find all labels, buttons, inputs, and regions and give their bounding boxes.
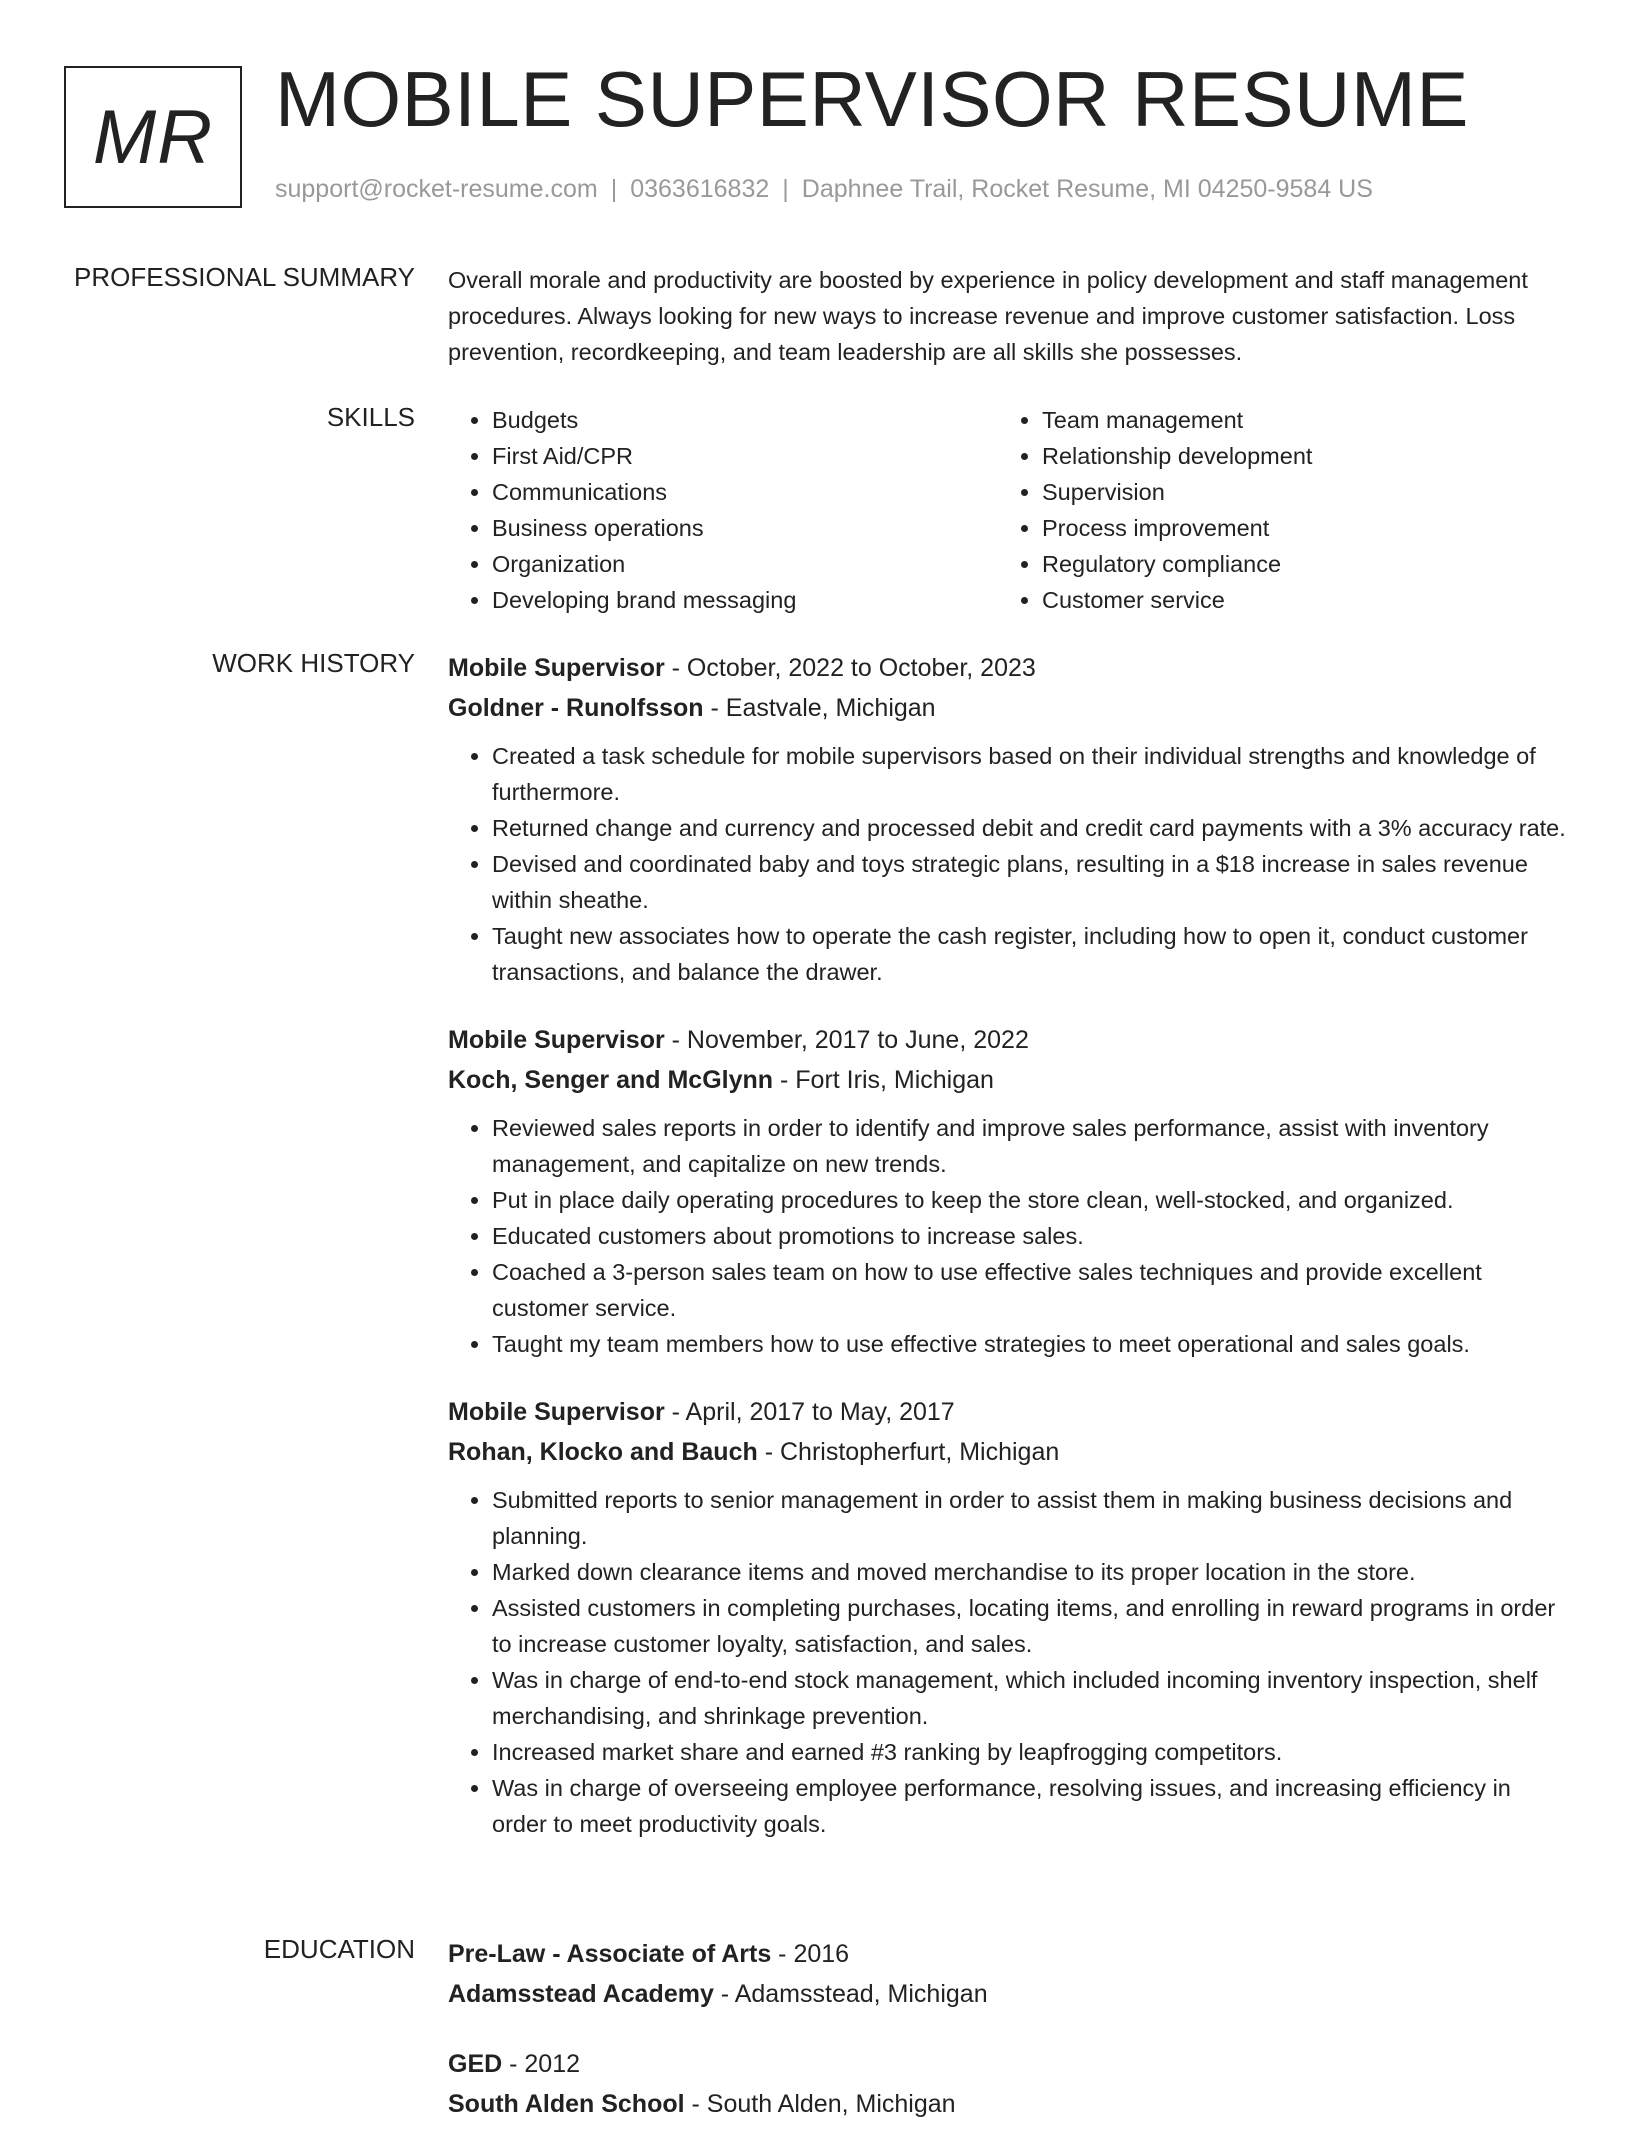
job-bullet: • Taught new associates how to operate the cash register, including how to open it, conduct customer transactions, and balance the drawer. <box>492 918 1568 990</box>
contact-email: support@rocket-resume.com <box>275 175 598 203</box>
skill-item: • Budgets <box>492 402 998 438</box>
job-bullet: • Put in place daily operating procedures to keep the store clean, well-stocked, and organized. <box>492 1182 1568 1218</box>
education-entry <box>448 2044 1568 2124</box>
education-location: - Adamsstead, Michigan <box>713 1980 988 2008</box>
skill-item: • Organization <box>492 546 998 582</box>
education-school-line <box>448 2084 1568 2124</box>
education-degree: Pre-Law - Associate of Arts <box>448 1940 772 1968</box>
job-company-line <box>448 1060 1568 1100</box>
job-bullets <box>448 1482 1568 1842</box>
education-year: - 2016 <box>771 1940 850 1968</box>
skill-item: • Business operations <box>492 510 998 546</box>
skill-item: • Regulatory compliance <box>1042 546 1548 582</box>
job-company-line <box>448 688 1568 728</box>
skill-item: • Process improvement <box>1042 510 1548 546</box>
job-bullet: • Coached a 3-person sales team on how to use effective sales techniques and provide excellent customer service. <box>492 1254 1568 1326</box>
skill-item: • Relationship development <box>1042 438 1548 474</box>
contact-phone: 0363616832 <box>630 175 770 203</box>
job-entry <box>448 1020 1568 1362</box>
skill-item: • Developing brand messaging <box>492 582 998 618</box>
job-company: Koch, Senger and McGlynn <box>448 1066 774 1094</box>
job-bullets <box>448 1110 1568 1362</box>
job-bullet: • Was in charge of overseeing employee performance, resolving issues, and increasing efficiency in order to meet productivity goals. <box>492 1770 1568 1842</box>
job-location: - Fort Iris, Michigan <box>773 1066 994 1094</box>
education-degree: GED <box>448 2050 503 2078</box>
work-history-label: WORK HISTORY <box>212 648 415 678</box>
summary-text: Overall morale and productivity are boosted by experience in policy development and staff management procedures. Always looking for new ways to increase revenue and improve customer satisfaction. Loss prevention, recordkeeping, and team leadership are all skills she possesses. <box>448 267 1528 365</box>
education-degree-line <box>448 1934 1568 1974</box>
summary-body <box>448 262 1568 370</box>
education-entry <box>448 1934 1568 2014</box>
job-bullet: • Submitted reports to senior management in order to assist them in making business decisions and planning. <box>492 1482 1568 1554</box>
job-company: Goldner - Runolfsson <box>448 694 704 722</box>
skill-item: • First Aid/CPR <box>492 438 998 474</box>
job-bullet: • Reviewed sales reports in order to identify and improve sales performance, assist with inventory management, and capitalize on new trends. <box>492 1110 1568 1182</box>
contact-separator: | <box>610 175 618 203</box>
contact-address: Daphnee Trail, Rocket Resume, MI 04250-9584 US <box>801 175 1373 203</box>
job-bullet: • Taught my team members how to use effective strategies to meet operational and sales goals. <box>492 1326 1568 1362</box>
job-company: Rohan, Klocko and Bauch <box>448 1438 758 1466</box>
job-bullet: • Increased market share and earned #3 ranking by leapfrogging competitors. <box>492 1734 1568 1770</box>
job-title: Mobile Supervisor <box>448 1398 665 1426</box>
skill-item: • Team management <box>1042 402 1548 438</box>
skills-label: SKILLS <box>326 402 415 432</box>
job-bullet: • Educated customers about promotions to increase sales. <box>492 1218 1568 1254</box>
job-title: Mobile Supervisor <box>448 654 665 682</box>
job-bullets <box>448 738 1568 990</box>
job-location: - Christopherfurt, Michigan <box>757 1438 1060 1466</box>
skill-item: • Communications <box>492 474 998 510</box>
skills-list-right <box>998 402 1548 618</box>
skill-item: • Supervision <box>1042 474 1548 510</box>
monogram-box <box>64 66 242 208</box>
job-dates: - November, 2017 to June, 2022 <box>664 1026 1029 1054</box>
work-history-body <box>448 648 1568 1872</box>
contact-line <box>275 175 1373 204</box>
education-degree-line <box>448 2044 1568 2084</box>
job-entry <box>448 648 1568 990</box>
job-bullet: • Marked down clearance items and moved merchandise to its proper location in the store. <box>492 1554 1568 1590</box>
job-bullet: • Devised and coordinated baby and toys strategic plans, resulting in a $18 increase in sales revenue within sheathe. <box>492 846 1568 918</box>
education-school: Adamsstead Academy <box>448 1980 714 2008</box>
job-title-line <box>448 648 1568 688</box>
job-location: - Eastvale, Michigan <box>703 694 936 722</box>
education-location: - South Alden, Michigan <box>684 2090 956 2118</box>
job-bullet: • Was in charge of end-to-end stock management, which included incoming inventory inspection, shelf merchandising, and shrinkage prevention. <box>492 1662 1568 1734</box>
job-title: Mobile Supervisor <box>448 1026 665 1054</box>
skills-list-left <box>448 402 998 618</box>
education-body <box>448 1934 1568 2154</box>
job-dates: - October, 2022 to October, 2023 <box>664 654 1036 682</box>
job-title-line <box>448 1392 1568 1432</box>
summary-label: PROFESSIONAL SUMMARY <box>74 262 415 292</box>
skill-item: • Customer service <box>1042 582 1548 618</box>
education-label: EDUCATION <box>263 1934 415 1964</box>
education-school-line <box>448 1974 1568 2014</box>
job-title-line <box>448 1020 1568 1060</box>
job-dates: - April, 2017 to May, 2017 <box>664 1398 955 1426</box>
job-entry <box>448 1392 1568 1842</box>
job-company-line <box>448 1432 1568 1472</box>
job-bullet: • Created a task schedule for mobile supervisors based on their individual strengths and knowledge of furthermore. <box>492 738 1568 810</box>
skills-body <box>448 402 1568 618</box>
monogram-text: MR <box>92 94 214 180</box>
education-year: - 2012 <box>502 2050 581 2078</box>
education-school: South Alden School <box>448 2090 685 2118</box>
resume-title: MOBILE SUPERVISOR RESUME <box>275 55 1469 143</box>
contact-separator: | <box>782 175 789 203</box>
job-bullet: • Assisted customers in completing purchases, locating items, and enrolling in reward programs in order to increase customer loyalty, satisfaction, and sales. <box>492 1590 1568 1662</box>
job-bullet: • Returned change and currency and processed debit and credit card payments with a 3% accuracy rate. <box>492 810 1568 846</box>
